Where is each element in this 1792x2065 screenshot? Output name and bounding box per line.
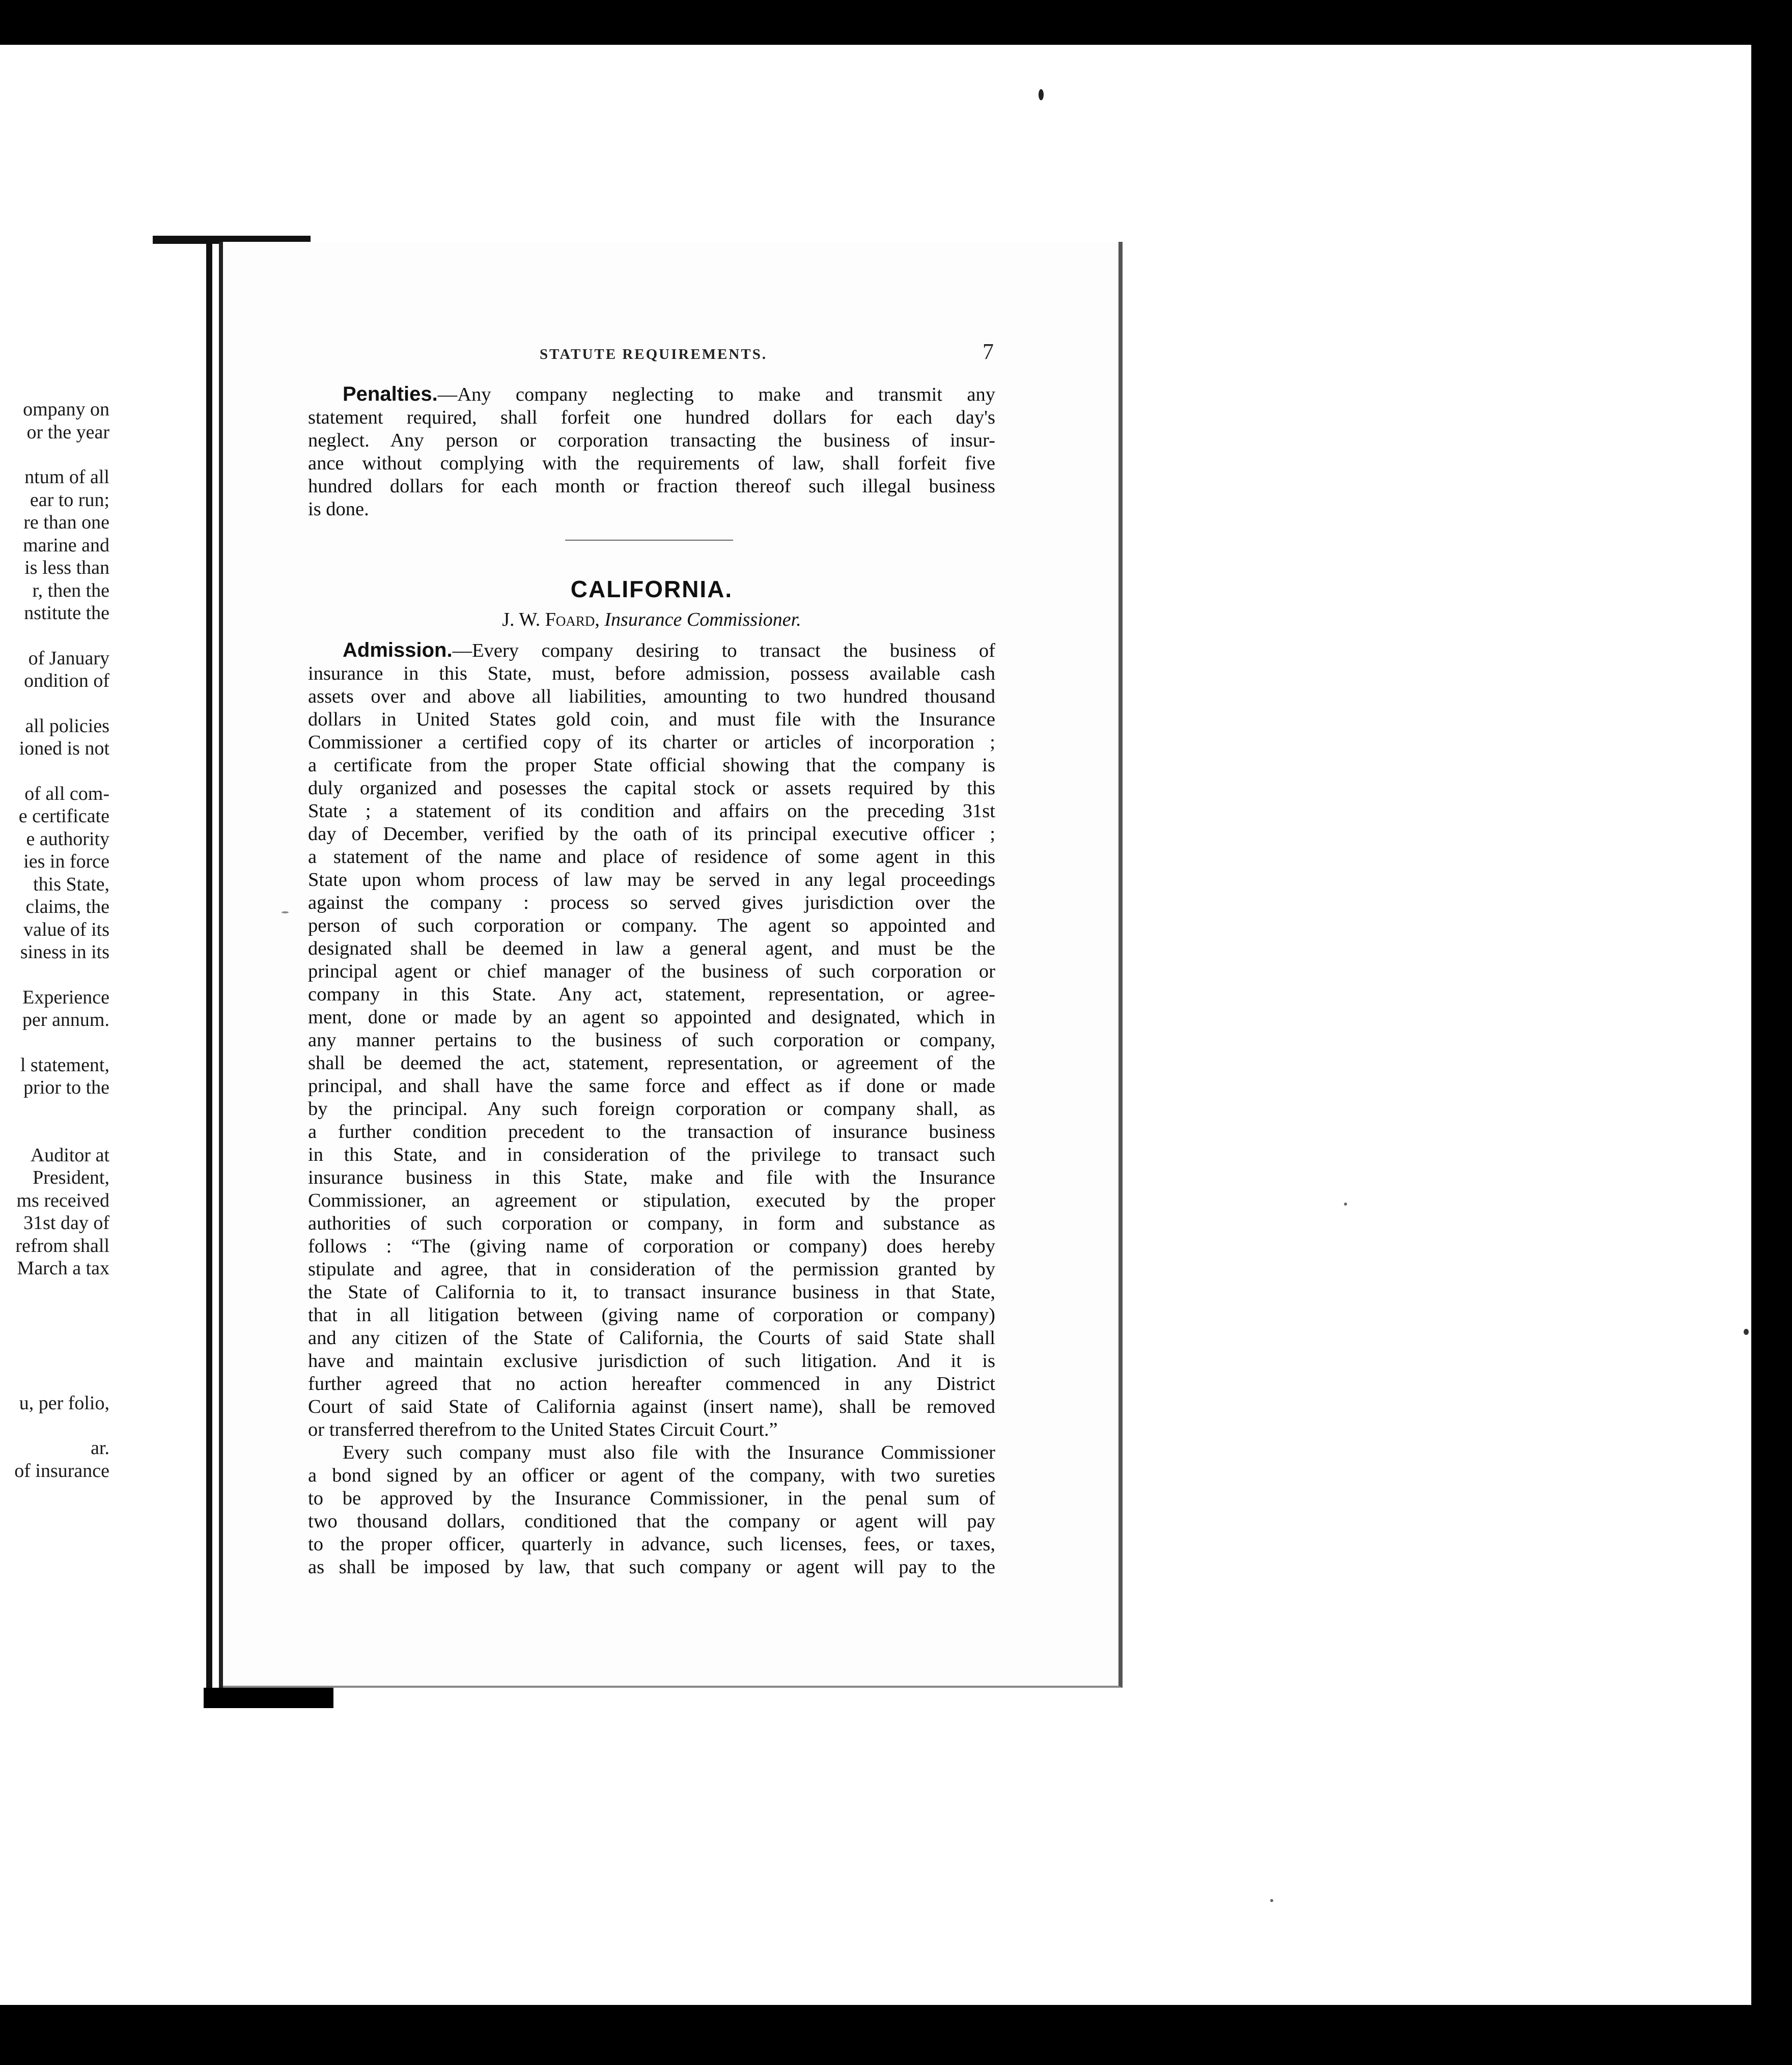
previous-page-text [0,239,109,1690]
state-heading: CALIFORNIA. [570,576,733,602]
text-line [308,800,995,823]
line-text: day of December, verified by the oath of its principal executive officer ; [308,823,995,845]
previous-page-line: marine and [23,534,109,556]
line-text: against the company : process so served gives jurisdiction over the [308,892,995,913]
previous-page-line: l statement, [20,1054,109,1076]
previous-page-line: re than one [23,512,109,533]
line-text: by the principal. Any such foreign corporation or company shall, as [308,1098,995,1120]
previous-page-line: value of its [23,918,109,940]
line-text: as shall be imposed by law, that such company or agent will pay to the [308,1556,995,1578]
text-line [308,498,995,521]
line-text: or transferred therefrom to the United States Circuit Court.” [308,1419,778,1440]
line-text: in this State, and in consideration of the privilege to transact such [308,1144,995,1165]
text-line [308,1098,995,1121]
text-line [308,1327,995,1350]
line-text: the State of California to it, to transact insurance business in that State, [308,1281,995,1303]
text-line [308,1258,995,1281]
previous-page-line: ompany on [23,399,109,420]
text-line [308,685,995,708]
line-text: ance without complying with the requirements of law, shall forfeit five [308,453,995,474]
text-line [308,869,995,891]
line-text: Court of said State of California against (insert name), shall be removed [308,1396,995,1417]
line-text: Every such company must also file with the Insurance Commissioner [343,1442,995,1463]
text-line [308,823,995,846]
previous-page-line: e certificate [18,805,109,827]
previous-page-fragment [0,239,211,1690]
previous-page-line: ioned is not [19,738,109,759]
text-line [308,1510,995,1533]
text-line [308,1556,995,1579]
previous-page-line: ar. [91,1437,109,1459]
previous-page-line: March a tax [17,1258,109,1279]
line-text: that in all litigation between (giving name of corporation or company) [308,1304,995,1326]
line-text: follows : “The (giving name of corporation or company) does hereby [308,1236,995,1257]
previous-page-line: ear to run; [30,489,109,511]
text-line [308,708,995,731]
line-text: further agreed that no action hereafter commenced in any District [308,1373,995,1394]
text-line [308,1052,995,1075]
previous-page-line: Auditor at [30,1144,109,1166]
line-text: a certificate from the proper State official showing that the company is [308,755,995,776]
text-line [308,1373,995,1396]
previous-page-line: ies in force [23,851,109,872]
previous-page-line: or the year [26,421,109,443]
previous-page-line: prior to the [23,1077,109,1098]
text-line [308,452,995,475]
text-line [308,1189,995,1212]
section-divider [565,540,733,541]
line-text: State upon whom process of law may be served in any legal proceedings [308,869,995,890]
line-text: neglect. Any person or corporation transacting the business of insur- [308,430,995,451]
line-text: have and maintain exclusive jurisdiction of such litigation. And it is [308,1350,995,1372]
text-line [308,1029,995,1052]
running-head: STATUTE REQUIREMENTS. [540,346,768,362]
previous-page-line: r, then the [32,579,109,601]
text-line [308,1166,995,1189]
previous-page-line: 31st day of [23,1212,109,1234]
text-line [308,777,995,800]
line-text: any manner pertains to the business of such corporation or company, [308,1029,995,1051]
page-left-edge [219,242,223,1688]
line-text: ment, done or made by an agent so appointed and designated, which in [308,1007,995,1028]
commissioner-name: J. W. Foard, [502,609,600,630]
text-line [308,983,995,1006]
previous-page-line: per annum. [22,1009,109,1030]
text-line [308,429,995,452]
line-text: principal agent or chief manager of the business of such corporation or [308,961,995,982]
line-text: hundred dollars for each month or fraction thereof such illegal business [308,476,995,497]
line-text: is done. [308,498,369,520]
line-text: stipulate and agree, that in consideration of the permission granted by [308,1259,995,1280]
run-in-heading: Penalties. [343,383,438,405]
page-number: 7 [983,339,994,364]
text-line [308,1464,995,1487]
line-text: insurance in this State, must, before admission, possess available cash [308,663,995,684]
line-text: and any citizen of the State of California, the Courts of said State shall [308,1327,995,1349]
line-text: dollars in United States gold coin, and must file with the Insurance [308,709,995,730]
line-text: statement required, shall forfeit one hundred dollars for each day's [308,407,995,428]
commissioner-title: Insurance Commissioner. [604,609,801,630]
text-line [308,383,995,406]
text-line [308,731,995,754]
line-text: to the proper officer, quarterly in advance, such licenses, fees, or taxes, [308,1533,995,1555]
text-line [308,639,995,662]
text-line [308,1121,995,1143]
binding-tab-bottom [204,1688,333,1708]
text-line [308,1487,995,1510]
commissioner-line [308,608,995,631]
scan-speck [1744,1329,1749,1335]
previous-page-line: u, per folio, [19,1392,109,1414]
line-text: authorities of such corporation or company, in form and substance as [308,1213,995,1234]
previous-page-line: siness in its [20,941,109,963]
text-line [308,1281,995,1304]
text-line [308,475,995,498]
scan-speck [1039,89,1044,100]
text-line [308,846,995,869]
line-text: a bond signed by an officer or agent of the company, with two sureties [308,1465,995,1486]
text-line [308,662,995,685]
previous-page-line: President, [33,1167,109,1188]
line-text: company in this State. Any act, statement, representation, or agree- [308,984,995,1005]
penalties-section [308,383,995,521]
text-line [308,754,995,777]
line-text: shall be deemed the act, statement, representation, or agreement of the [308,1052,995,1074]
text-line [308,1235,995,1258]
line-text: insurance business in this State, make and file with the Insurance [308,1167,995,1188]
text-line [308,1350,995,1373]
text-line [308,1396,995,1418]
previous-page-line: e authority [26,828,109,850]
line-text: duly organized and posesses the capital stock or assets required by this [308,777,995,799]
previous-page-line: is less than [24,557,109,578]
text-line [308,960,995,983]
line-text: Commissioner a certified copy of its charter or articles of incorporation ; [308,732,995,753]
line-text: a further condition precedent to the transaction of insurance business [308,1121,995,1142]
line-text: two thousand dollars, conditioned that the company or agent will pay [308,1511,995,1532]
line-text: principal, and shall have the same force and effect as if done or made [308,1075,995,1097]
text-line [308,1304,995,1327]
previous-page-line: of January [28,647,109,669]
line-text: a statement of the name and place of residence of some agent in this [308,846,995,868]
previous-page-line: refrom shall [15,1235,109,1257]
previous-page-line: ntum of all [24,466,109,488]
scan-speck [1344,1203,1347,1206]
line-text: —Every company desiring to transact the business of [452,640,995,661]
previous-page-line: of insurance [14,1460,109,1482]
line-text: —Any company neglecting to make and transmit any [437,384,995,405]
previous-page-line: of all com- [24,783,109,804]
line-text: designated shall be deemed in law a general agent, and must be the [308,938,995,959]
text-line [308,914,995,937]
text-line [308,1075,995,1098]
text-line [308,406,995,429]
text-line [308,1212,995,1235]
previous-page-line: nstitute the [24,602,109,624]
line-text: State ; a statement of its condition and affairs on the preceding 31st [308,800,995,822]
scan-speck [282,911,289,913]
line-text: assets over and above all liabilities, amounting to two hundred thousand [308,686,995,707]
text-line [308,937,995,960]
previous-page-line: claims, the [25,896,109,917]
admission-section [308,639,995,1579]
text-line [308,1441,995,1464]
line-text: to be approved by the Insurance Commissioner, in the penal sum of [308,1488,995,1509]
text-line [308,1418,995,1441]
previous-page-line: Experience [22,986,109,1008]
scan-speck [1270,1899,1273,1902]
line-text: person of such corporation or company. The agent so appointed and [308,915,995,936]
run-in-heading: Admission. [343,639,453,661]
previous-page-line: ms received [16,1189,109,1211]
previous-page-line: ondition of [24,670,109,691]
text-line [308,1006,995,1029]
previous-page-line: all policies [25,715,109,737]
page-gutter-border [206,242,212,1690]
text-line [308,891,995,914]
line-text: Commissioner, an agreement or stipulation, executed by the proper [308,1190,995,1211]
text-line [308,1533,995,1556]
previous-page-line: this State, [33,873,109,895]
text-line [308,1143,995,1166]
